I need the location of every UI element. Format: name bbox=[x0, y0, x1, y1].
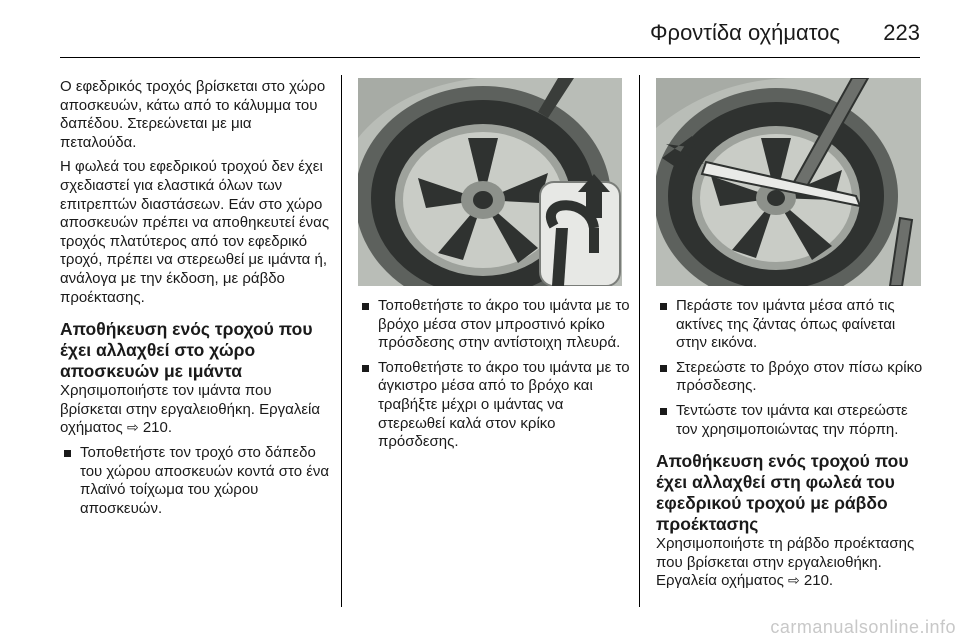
list-item bbox=[60, 444, 332, 518]
extension-bar-paragraph bbox=[656, 535, 928, 591]
page-ref-arrow-icon: ⇨ bbox=[788, 573, 800, 590]
column-2 bbox=[358, 297, 630, 458]
bullet-square-icon bbox=[660, 408, 667, 415]
intro-paragraph: Ο εφεδρικός τροχός βρίσκεται στο χώρο αποσκευών, κάτω από το κάλυμμα του δαπέδου. Στερεώνεται με μια πεταλούδα. bbox=[60, 78, 326, 151]
column-divider-1 bbox=[341, 75, 342, 607]
page-ref-link[interactable]: 210. bbox=[803, 572, 834, 590]
spare-wheel-strap-illustration bbox=[358, 78, 622, 286]
strap-paragraph bbox=[60, 382, 332, 438]
list-item-text: Περάστε τον ιμάντα μέσα από τις ακτίνες της ζάντας όπως φαίνεται στην εικόνα. bbox=[676, 297, 896, 352]
watermark: carmanualsonline.info bbox=[770, 617, 956, 637]
list-item bbox=[656, 402, 928, 439]
spare-well-paragraph: Η φωλεά του εφεδρικού τροχού δεν έχει σχεδιαστεί για ελαστικά όλων των επιτρεπτών διαστάσεων. Εάν στο χώρο αποσκευών πρέπει να αποθηκευτεί ένας τροχός πλατύτερος από τον εφεδρικό τροχό, πρέπει να στερεωθεί με ιμάντα ή, ανάλογα με την έκδοση, με ράβδο προέκτασης. bbox=[60, 158, 330, 306]
section-title: Φροντίδα οχήματος bbox=[650, 20, 840, 45]
list-item-text: Στερεώστε το βρόχο στον πίσω κρίκο πρόσδεσης. bbox=[676, 358, 923, 395]
list-item bbox=[656, 297, 928, 353]
figure-strap-hook bbox=[358, 78, 622, 286]
header-rule bbox=[60, 57, 920, 58]
column-1 bbox=[60, 78, 332, 524]
list-item bbox=[358, 297, 630, 353]
bullet-square-icon bbox=[660, 365, 667, 372]
bullet-square-icon bbox=[362, 365, 369, 372]
bullet-square-icon bbox=[362, 303, 369, 310]
list-item-text: Τοποθετήστε τον τροχό στο δάπεδο του χώρου αποσκευών κοντά στο ένα πλαϊνό τοίχωμα του χώρου αποσκευών. bbox=[80, 443, 330, 517]
list-item bbox=[358, 359, 630, 452]
bullet-square-icon bbox=[64, 450, 71, 457]
page-header bbox=[0, 0, 960, 60]
wheel-strap-routing-illustration bbox=[656, 78, 921, 286]
page-number: 223 bbox=[883, 20, 920, 45]
column-3 bbox=[656, 297, 928, 597]
page-ref-arrow-icon: ⇨ bbox=[126, 420, 139, 437]
extension-bar-heading: Αποθήκευση ενός τροχού που έχει αλλαχθεί στη φωλεά του εφεδρικού τροχού με ράβδο προέκτασης bbox=[656, 451, 909, 535]
figure-strap-through-spokes bbox=[656, 78, 921, 286]
bullet-square-icon bbox=[660, 303, 667, 310]
list-item-text: Τοποθετήστε το άκρο του ιμάντα με το βρόχο μέσα στον μπροστινό κρίκο πρόσδεσης στην αντίστοιχη πλευρά. bbox=[378, 297, 630, 352]
list-item bbox=[656, 359, 928, 396]
extension-bar-paragraph-text: Χρησιμοποιήστε τη ράβδο προέκτασης που βρίσκεται στην εργαλειοθήκη. Εργαλεία οχήματος bbox=[656, 535, 915, 590]
list-item-text: Τοποθετήστε το άκρο του ιμάντα με το άγκιστρο μέσα από το βρόχο και τραβήξτε μέχρι ο ιμάντας να στερεωθεί καλά στον κρίκο πρόσδεσης. bbox=[378, 358, 630, 451]
strap-paragraph-text: Χρησιμοποιήστε τον ιμάντα που βρίσκεται στην εργαλειοθήκη. Εργαλεία οχήματος bbox=[60, 382, 321, 437]
strap-heading: Αποθήκευση ενός τροχού που έχει αλλαχθεί στο χώρο αποσκευών με ιμάντα bbox=[60, 319, 313, 382]
list-item-text: Τεντώστε τον ιμάντα και στερεώστε τον χρησιμοποιώντας την πόρπη. bbox=[676, 401, 908, 438]
column-divider-2 bbox=[639, 75, 640, 607]
page-ref-link[interactable]: 210. bbox=[142, 419, 173, 437]
